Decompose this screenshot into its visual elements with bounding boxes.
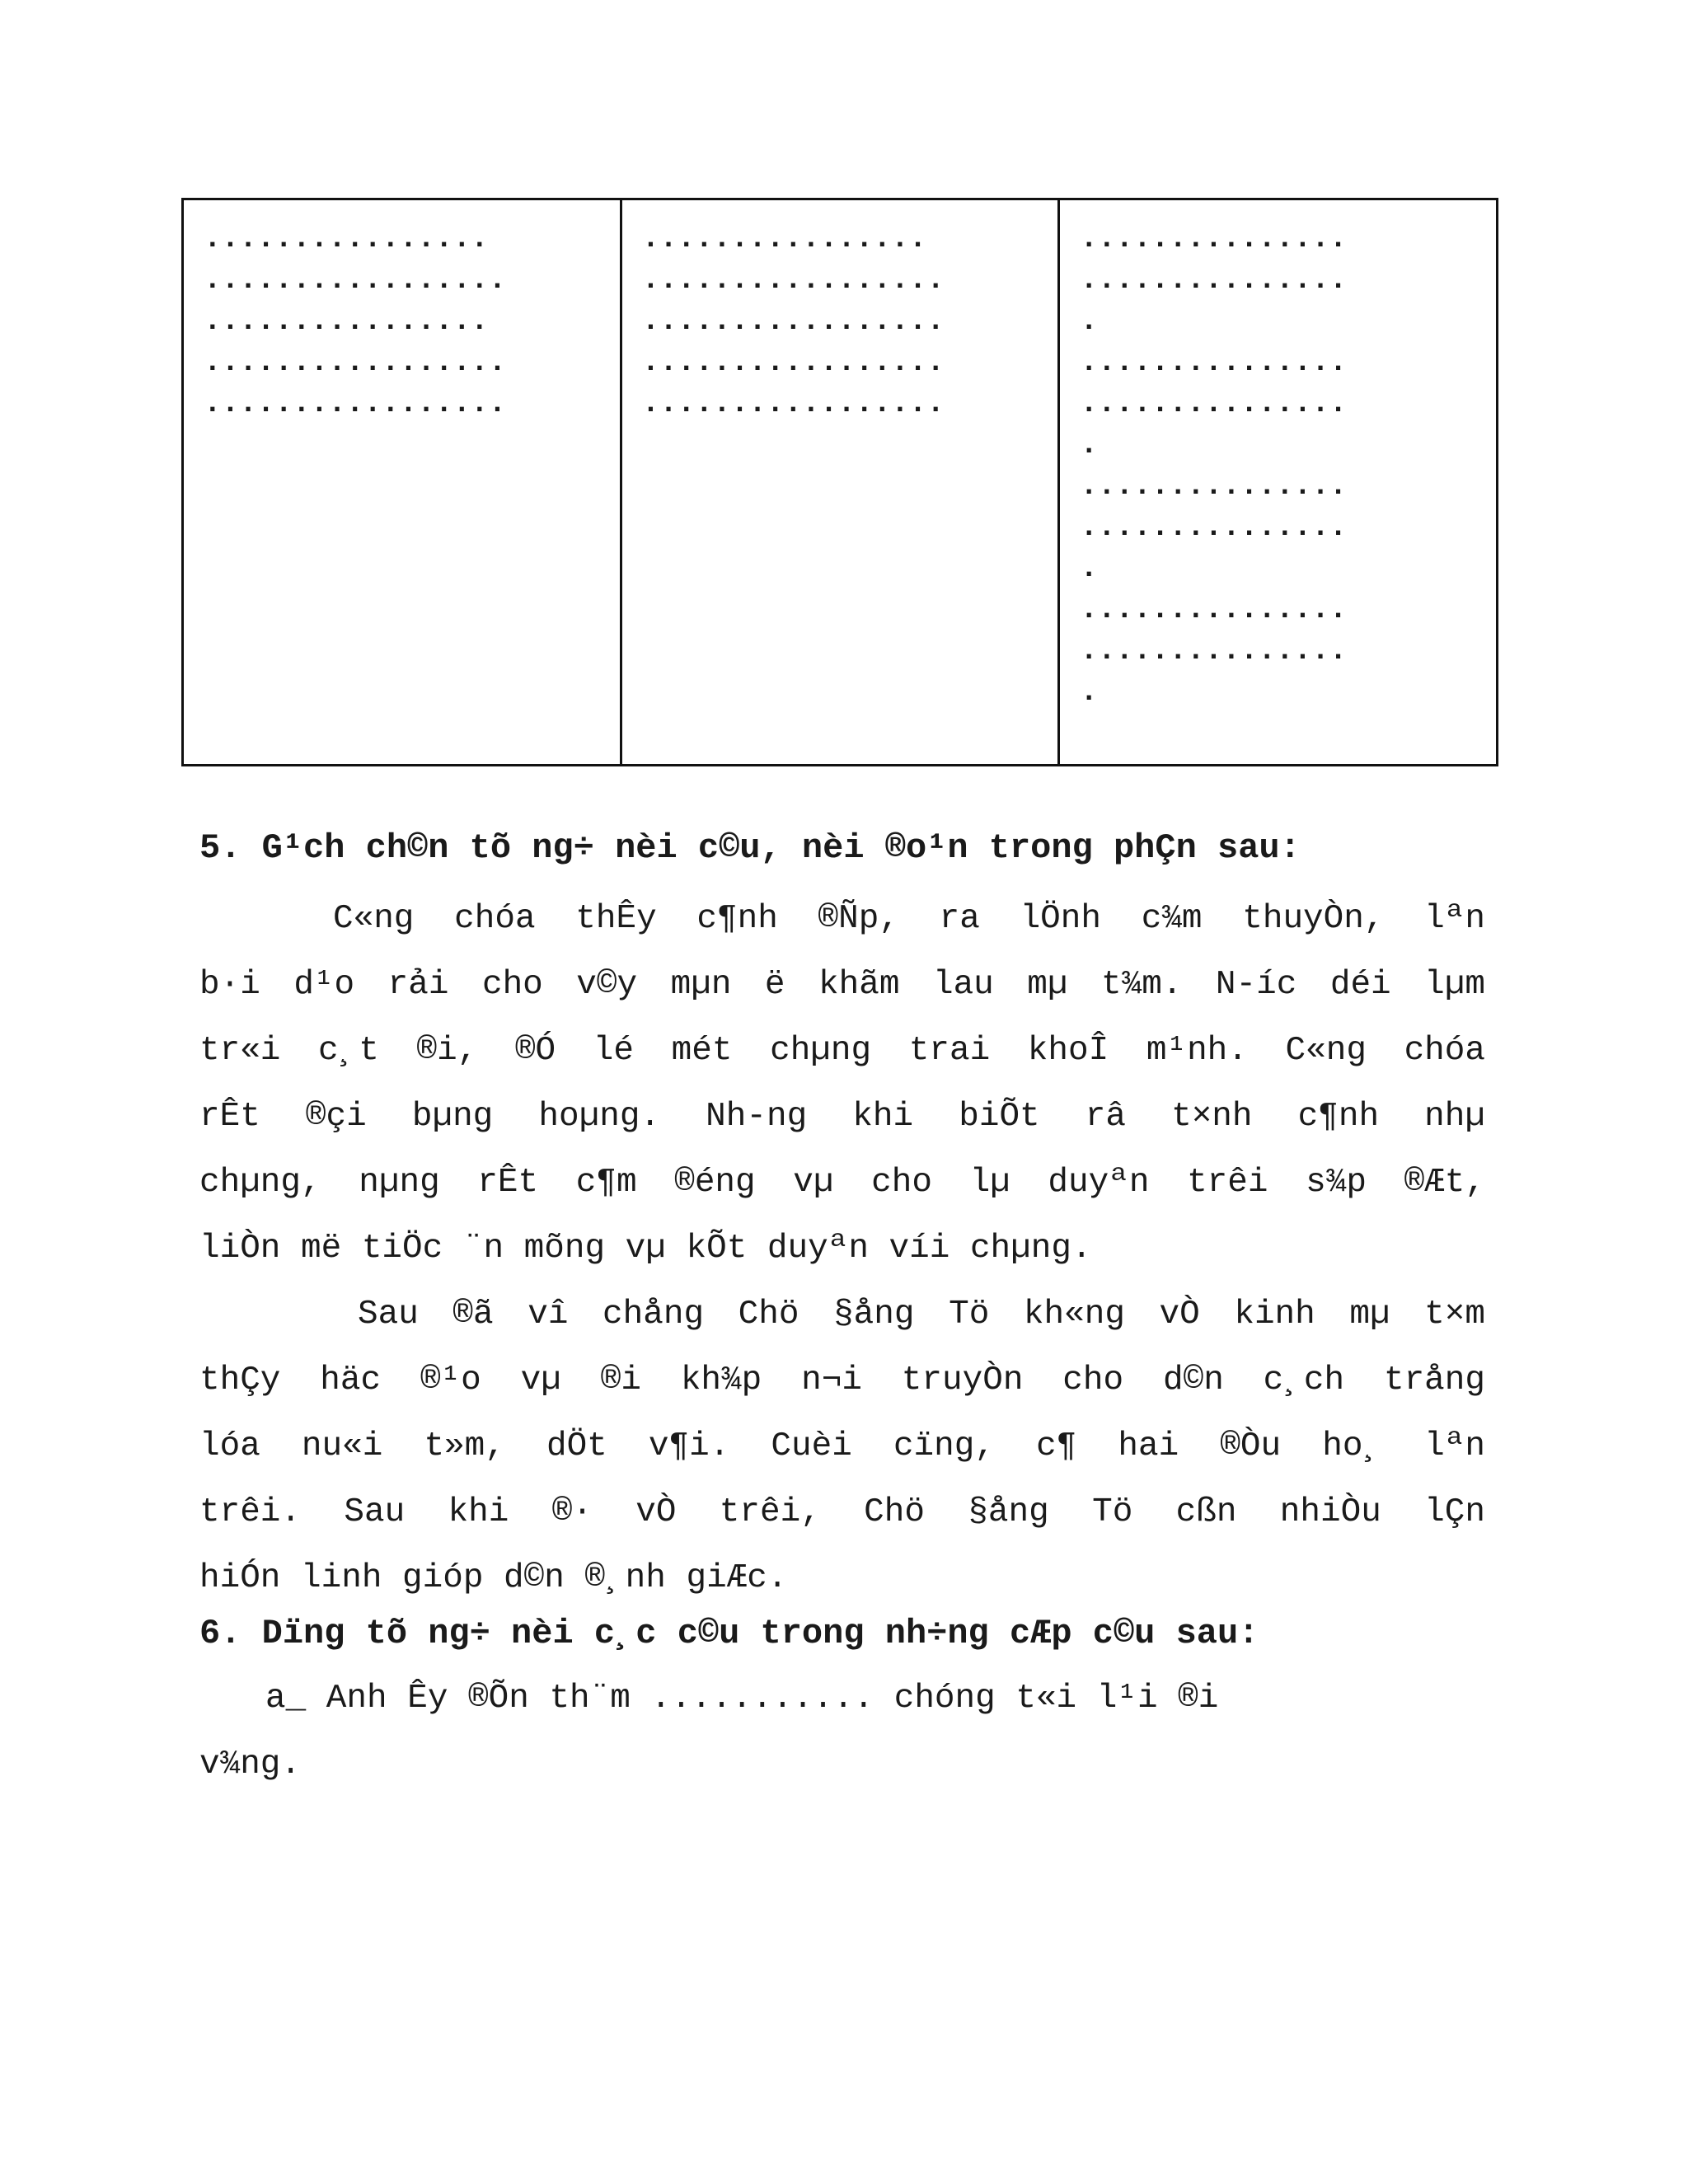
paragraph-line: C«ng chóa thÊy c¶nh ®Ñp, ra lÖnh c¾m thuyÒn, lªn [333, 900, 1485, 938]
exercise-5-paragraph-2 [199, 1282, 1485, 1611]
dotted-line[interactable]: ............... [1080, 387, 1348, 420]
dotted-line[interactable]: ............... [1080, 510, 1348, 544]
paragraph-line: liÒn më tiÖc ¨n mõng vµ kÕt duyªn víi chµng. [199, 1230, 1092, 1268]
dotted-line[interactable]: ................. [641, 387, 945, 420]
answer-table [181, 198, 1498, 766]
dotted-line[interactable]: ............... [1080, 345, 1348, 379]
dotted-line[interactable]: ............... [1080, 469, 1348, 503]
dotted-line[interactable]: ................. [641, 304, 945, 338]
dotted-line[interactable]: ................. [204, 387, 507, 420]
exercise-6-item-a-continued: v¾ng. [199, 1746, 302, 1783]
dotted-line[interactable]: ............... [1080, 593, 1348, 626]
exercise-6-item-a: a_ Anh Êy ®Õn th¨m ........... chóng t«i l¹i ®i [265, 1680, 1219, 1718]
dotted-line[interactable]: . [1080, 304, 1098, 338]
paragraph-line: chµng, nµng rÊt c¶m ®éng vµ cho lµ duyªn trêi s¾p ®Æt, [199, 1164, 1485, 1202]
dotted-line[interactable]: ................. [204, 345, 507, 379]
paragraph-line: trêi. Sau khi ®· vÒ trêi, Chö §ång Tö cßn nhiÒu lÇn [199, 1493, 1485, 1531]
dotted-line[interactable]: . [1080, 428, 1098, 462]
dotted-line[interactable]: ................ [204, 304, 489, 338]
dotted-line[interactable]: . [1080, 551, 1098, 585]
dotted-line[interactable]: ................. [204, 263, 507, 297]
paragraph-line: lóa nu«i t»m, dÖt v¶i. Cuèi cïng, c¶ hai ®Òu ho¸ lªn [199, 1427, 1485, 1465]
dotted-line[interactable]: ................ [204, 222, 489, 255]
answer-column-3 [1057, 200, 1496, 764]
paragraph-line: tr«i c¸t ®i, ®Ó lé mét chµng trai khoÎ m¹nh. C«ng chóa [199, 1032, 1485, 1070]
dotted-line[interactable]: ................. [641, 345, 945, 379]
dotted-line[interactable]: ................ [641, 222, 927, 255]
paragraph-line: rÊt ®çi bµng hoµng. Nh-ng khi biÕt râ t×nh c¶nh nhµ [199, 1098, 1485, 1136]
dotted-line[interactable]: ............... [1080, 263, 1348, 297]
answer-column-2 [620, 200, 1058, 764]
paragraph-line: hiÓn linh gióp d©n ®¸nh giÆc. [199, 1559, 788, 1597]
exercise-6-heading: 6. Dïng tõ ng÷ nèi c¸c c©u trong nh÷ng cÆp c©u sau: [199, 1614, 1259, 1653]
dotted-line[interactable]: . [1080, 675, 1098, 709]
paragraph-line: b·i d¹o rải cho v©y mµn ë khãm lau mµ t¾m. N-íc déi lµm [199, 966, 1485, 1004]
exercise-5-paragraph-1 [199, 886, 1485, 1282]
paragraph-line: Sau ®ã vî chång Chö §ång Tö kh«ng vÒ kinh mµ t×m [358, 1296, 1485, 1333]
dotted-line[interactable]: ............... [1080, 634, 1348, 668]
dotted-line[interactable]: ............... [1080, 222, 1348, 255]
exercise-5-heading: 5. G¹ch ch©n tõ ng÷ nèi c©u, nèi ®o¹n trong phÇn sau: [199, 828, 1301, 868]
dotted-line[interactable]: ................. [641, 263, 945, 297]
paragraph-line: thÇy häc ®¹o vµ ®i kh¾p n¬i truyÒn cho d©n c¸ch trång [199, 1361, 1485, 1399]
answer-column-1 [184, 200, 620, 764]
